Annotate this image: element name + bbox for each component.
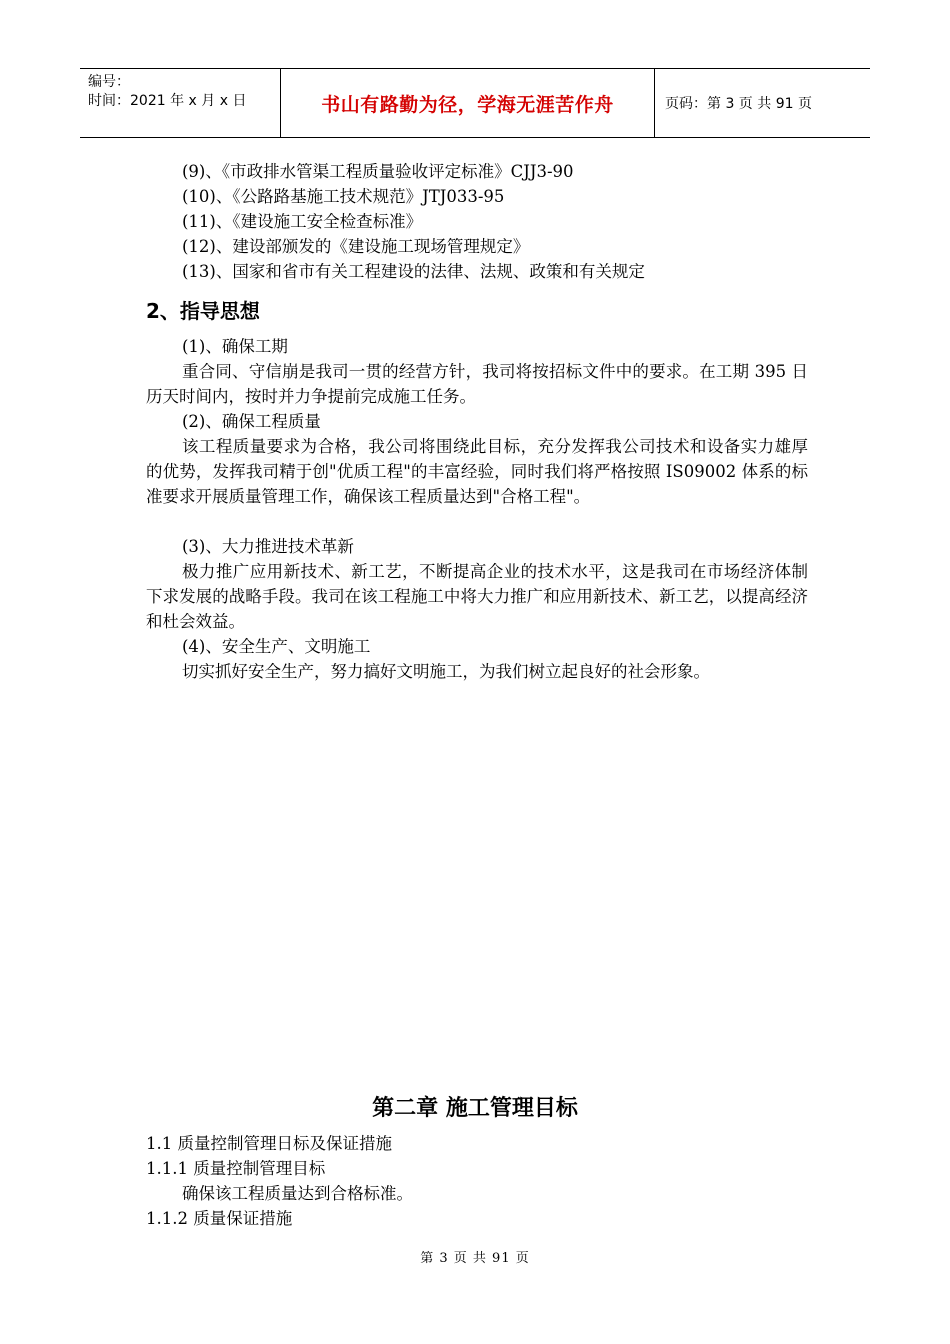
chapter-line-2: 1.1.1 质量控制管理目标 (146, 1159, 326, 1178)
list-item-13: (13)、国家和省市有关工程建设的法律、法规、政策和有关规定 (182, 262, 645, 281)
paragraph-3: 极力推广应用新技术、新工艺，不断提高企业的技术水平，这是我司在市场经济体制下求发展的战略手段。我司在该工程施工中将大力推广和应用新技术、新工艺，以提高经济和杜会效益。 (146, 562, 808, 631)
subsection-title-4: (4)、安全生产、文明施工 (182, 637, 371, 656)
chapter-title: 第二章 施工管理目标 (372, 1096, 578, 1121)
paragraph-2: 该工程质量要求为合格，我公司将围绕此目标，充分发挥我公司技术和设备实力雄厚的优势，发挥我司精于创"优质工程"的丰富经验，同时我们将严格按照 IS09002 体系的标准要求开展质量管理工作，确保该工程质量达到"合格工程"。 (146, 437, 808, 506)
paragraph-4: 切实抓好安全生产，努力搞好文明施工，为我们树立起良好的社会形象。 (182, 662, 710, 681)
paragraph-1: 重合同、守信崩是我司一贯的经营方针，我司将按招标文件中的要求。在工期 395 日历天时间内，按时并力争提前完成施工任务。 (146, 362, 808, 406)
page-footer: 第 3 页 共 91 页 (420, 1251, 530, 1266)
subsection-title-2: (2)、确保工程质量 (182, 412, 321, 431)
chapter-line-3: 确保该工程质量达到合格标准。 (182, 1184, 413, 1203)
list-item-11: (11)、《建设施工安全检查标准》 (182, 212, 423, 231)
header-motto: 书山有路勤为径，学海无涯苦作舟 (321, 93, 614, 116)
header-date: 时间：2021 年 x 月 x 日 (88, 93, 247, 109)
list-item-12: (12)、建设部颁发的《建设施工现场管理规定》 (182, 237, 530, 256)
list-item-10: (10)、《公路路基施工技术规范》JTJ033-95 (182, 187, 505, 206)
subsection-title-1: (1)、确保工期 (182, 337, 288, 356)
header-motto-cell (281, 69, 655, 137)
list-item-9: (9)、《市政排水管渠工程质量验收评定标准》CJJ3-90 (182, 162, 574, 181)
page-header (80, 68, 870, 138)
header-page-number: 页码：第 3 页 共 91 页 (665, 96, 812, 112)
header-number: 编号： (88, 74, 130, 90)
subsection-title-3: (3)、大力推进技术革新 (182, 537, 354, 556)
chapter-line-4: 1.1.2 质量保证措施 (146, 1209, 293, 1228)
header-meta (80, 69, 281, 137)
section-heading: 2、指导思想 (146, 299, 260, 323)
chapter-line-1: 1.1 质量控制管理日标及保证措施 (146, 1134, 392, 1153)
